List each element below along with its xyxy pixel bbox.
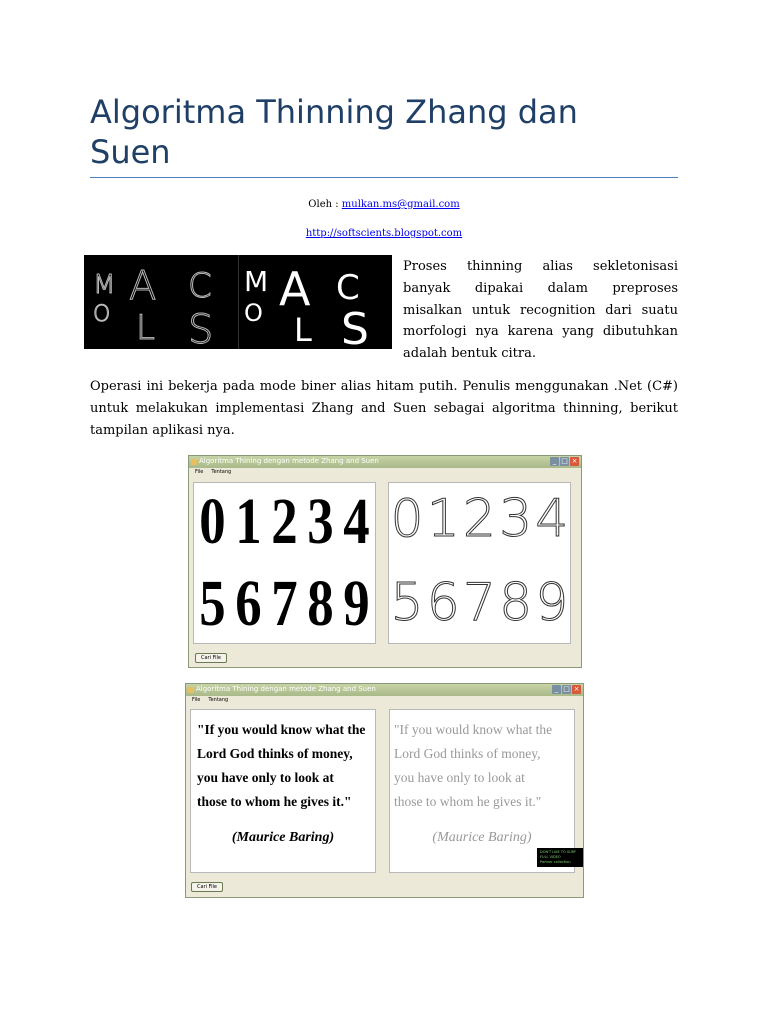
thinned-letter: A bbox=[129, 263, 157, 309]
digit: 9 bbox=[535, 573, 569, 633]
minimize-icon[interactable]: _ bbox=[552, 685, 561, 694]
app-window-quote bbox=[185, 683, 584, 898]
digit: 6 bbox=[235, 567, 262, 640]
menu-tentang[interactable]: Tentang bbox=[211, 469, 232, 475]
thinned-image-pane bbox=[388, 482, 571, 644]
window-titlebar bbox=[186, 684, 583, 696]
window-titlebar bbox=[189, 456, 581, 468]
original-quote-pane bbox=[190, 709, 376, 873]
digit: 6 bbox=[426, 573, 460, 633]
digit: 8 bbox=[307, 567, 334, 640]
digit: 3 bbox=[499, 489, 533, 549]
blog-url-link[interactable]: http://softscients.blogspot.com bbox=[305, 228, 463, 239]
digit: 2 bbox=[462, 489, 497, 549]
app-icon bbox=[188, 687, 194, 693]
author-email-link[interactable]: mulkan.ms@gmail.com bbox=[341, 199, 460, 210]
digit: 0 bbox=[390, 489, 424, 549]
original-image-pane bbox=[193, 482, 376, 644]
original-letter: O bbox=[244, 299, 263, 327]
menu-file[interactable]: File bbox=[192, 697, 201, 703]
body-paragraph: Operasi ini bekerja pada mode biner alias hitam putih. Penulis menggunakan .Net (C#) untuk melakukan implementasi Zhang and Suen sebagai algoritma thinning, berikut tampilan aplikasi nya. bbox=[90, 379, 678, 438]
original-letter: A bbox=[279, 262, 311, 316]
digit: 8 bbox=[499, 573, 533, 633]
byline-prefix: Oleh : bbox=[308, 199, 342, 210]
digit: 7 bbox=[462, 573, 497, 633]
digit: 3 bbox=[307, 485, 334, 558]
quote-attribution: (Maurice Baring) bbox=[231, 830, 335, 845]
blog-line bbox=[0, 228, 768, 239]
quote-attribution-thinned: (Maurice Baring) bbox=[432, 830, 532, 845]
thinned-letter: C bbox=[188, 266, 212, 306]
app-window-digits bbox=[188, 455, 582, 668]
quote-text: "If you would know what the Lord God thinks of money, you have only to look at those to whom he gives it." bbox=[197, 722, 366, 809]
digit: 1 bbox=[426, 489, 460, 549]
original-letter: M bbox=[244, 265, 269, 298]
original-letters-image bbox=[239, 255, 392, 349]
overlay-badge: DON'T LIKE TO SURF FULL VIDEO Partner collection bbox=[537, 848, 583, 867]
digit: 9 bbox=[343, 567, 371, 640]
digit: 2 bbox=[271, 485, 298, 558]
thinned-letter: O bbox=[93, 302, 111, 327]
byline bbox=[0, 199, 768, 210]
menu-bar bbox=[195, 469, 231, 475]
menu-tentang[interactable]: Tentang bbox=[208, 697, 229, 703]
app-icon bbox=[191, 459, 197, 465]
minimize-icon[interactable]: _ bbox=[550, 457, 559, 466]
original-letter: C bbox=[336, 268, 360, 308]
digit: 5 bbox=[198, 567, 226, 640]
title-divider bbox=[90, 177, 678, 178]
close-icon[interactable]: × bbox=[573, 685, 580, 693]
page-title: Algoritma Thinning Zhang dan Suen bbox=[90, 93, 578, 171]
cari-file-button[interactable]: Cari File bbox=[191, 882, 223, 892]
cari-file-button[interactable]: Cari File bbox=[195, 653, 227, 663]
thinned-letter: M bbox=[93, 270, 116, 300]
digit: 4 bbox=[343, 485, 371, 558]
maximize-icon[interactable]: □ bbox=[563, 685, 570, 693]
thinned-letters-image bbox=[84, 255, 238, 349]
original-letter: L bbox=[294, 311, 312, 349]
thinned-letter: L bbox=[136, 308, 155, 348]
original-letter: S bbox=[341, 304, 369, 349]
intro-paragraph: Proses thinning alias sekletonisasi banyak dipakai dalam preproses misalkan untuk recognition dari suatu morfologi nya karena yang dibutuhkan adalah bentuk citra. bbox=[403, 259, 678, 362]
menu-bar bbox=[192, 697, 228, 703]
digit: 5 bbox=[390, 573, 424, 633]
thinned-letter: S bbox=[188, 307, 214, 349]
letters-figure bbox=[84, 255, 392, 349]
digit: 4 bbox=[535, 489, 569, 549]
close-icon[interactable]: × bbox=[571, 457, 578, 465]
maximize-icon[interactable]: □ bbox=[561, 457, 568, 465]
digit: 1 bbox=[235, 485, 262, 558]
window-title: Algoritma Thining dengan metode Zhang and Suen bbox=[199, 457, 379, 465]
quote-text-thinned: "If you would know what the Lord God thinks of money, you have only to look at those to whom he gives it." bbox=[394, 722, 553, 809]
digit: 0 bbox=[198, 485, 226, 558]
window-title: Algoritma Thining dengan metode Zhang and Suen bbox=[196, 685, 376, 693]
menu-file[interactable]: File bbox=[195, 469, 204, 475]
digit: 7 bbox=[271, 567, 298, 640]
